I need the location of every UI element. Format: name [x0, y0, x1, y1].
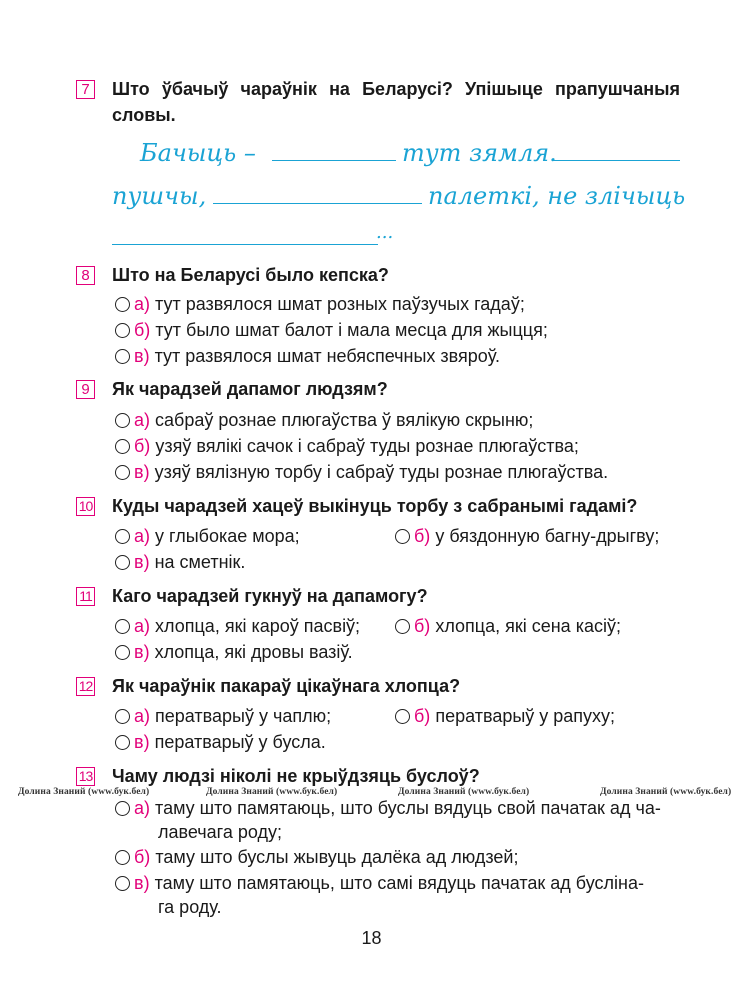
option-13c-continued: га роду.	[158, 897, 222, 917]
option-text: сабраў рознае плюгаўства ў вялікую скрыню;	[155, 410, 534, 430]
radio-circle-icon[interactable]	[115, 297, 130, 312]
option-9a[interactable]	[115, 408, 533, 433]
question-number-10: 10	[76, 497, 95, 516]
question-number-9: 9	[76, 380, 95, 399]
watermark: Долина Знаний (www.бук.бел)	[206, 787, 338, 797]
option-text: ператварыў у рапуху;	[435, 706, 616, 726]
question-number-8: 8	[76, 266, 95, 285]
radio-circle-icon[interactable]	[115, 645, 130, 660]
radio-circle-icon[interactable]	[115, 439, 130, 454]
option-letter: б)	[134, 436, 151, 456]
option-12c[interactable]	[115, 730, 326, 755]
option-text: ператварыў у бусла.	[154, 732, 326, 752]
handwritten-answer-2b: палеткі, не злічыць	[428, 182, 686, 210]
question-9-text: Як чарадзей дапамог людзям?	[112, 379, 388, 399]
radio-circle-icon[interactable]	[115, 349, 130, 364]
option-11b[interactable]	[395, 614, 621, 639]
option-text: тут развялося шмат небяспечных звяроў.	[154, 346, 500, 366]
watermark: Долина Знаний (www.бук.бел)	[398, 787, 530, 797]
option-9b[interactable]	[115, 434, 579, 459]
option-letter: б)	[134, 320, 151, 340]
option-text: таму што памятаюць, што самі вядуць пачатак ад бусліна-	[154, 873, 644, 893]
option-letter: в)	[134, 552, 150, 572]
option-letter: а)	[134, 526, 151, 546]
option-8c[interactable]	[115, 344, 500, 369]
option-letter: а)	[134, 616, 151, 636]
question-13-text: Чаму людзі ніколі не крыўдзяць буслоў?	[112, 766, 480, 786]
option-text: хлопца, які сена касіў;	[435, 616, 621, 636]
option-text: на сметнік.	[154, 552, 246, 572]
option-letter: в)	[134, 642, 150, 662]
radio-circle-icon[interactable]	[395, 529, 410, 544]
option-text: ператварыў у чаплю;	[155, 706, 332, 726]
radio-circle-icon[interactable]	[115, 801, 130, 816]
option-11a[interactable]	[115, 614, 360, 639]
watermark: Долина Знаний (www.бук.бел)	[600, 787, 732, 797]
question-number-13: 13	[76, 767, 95, 786]
option-text: у глыбокае мора;	[155, 526, 300, 546]
radio-circle-icon[interactable]	[115, 413, 130, 428]
radio-circle-icon[interactable]	[395, 619, 410, 634]
option-letter: б)	[414, 616, 431, 636]
radio-circle-icon[interactable]	[115, 619, 130, 634]
radio-circle-icon[interactable]	[115, 529, 130, 544]
option-letter: а)	[134, 706, 151, 726]
radio-circle-icon[interactable]	[115, 735, 130, 750]
option-11c[interactable]	[115, 640, 353, 665]
handwritten-answer-1b: тут зямля.	[402, 139, 557, 167]
option-text: тут было шмат балот і мала месца для жыцця;	[155, 320, 548, 340]
question-7-text: Што ўбачыў чараўнік на Беларусі? Упішыце прапушчаныя словы.	[112, 79, 680, 125]
answer-blank-1[interactable]	[272, 160, 396, 161]
option-text: таму што памятаюць, што буслы вядуць свой пачатак ад ча-	[155, 798, 661, 818]
answer-blank-3[interactable]	[213, 203, 422, 204]
question-number-7: 7	[76, 80, 95, 99]
question-number-11: 11	[76, 587, 95, 606]
option-13c[interactable]	[115, 871, 644, 896]
option-letter: а)	[134, 410, 151, 430]
option-letter: в)	[134, 732, 150, 752]
radio-circle-icon[interactable]	[115, 555, 130, 570]
option-13a[interactable]	[115, 796, 661, 821]
option-9c[interactable]	[115, 460, 608, 485]
question-11-text: Каго чарадзей гукнуў на дапамогу?	[112, 586, 428, 606]
answer-blank-4[interactable]	[112, 244, 378, 245]
option-letter: а)	[134, 798, 151, 818]
question-12-text: Як чараўнік пакараў цікаўнага хлопца?	[112, 676, 461, 696]
option-letter: в)	[134, 462, 150, 482]
radio-circle-icon[interactable]	[395, 709, 410, 724]
option-text: хлопца, які дровы вазіў.	[154, 642, 353, 662]
radio-circle-icon[interactable]	[115, 709, 130, 724]
option-text: у бяздонную багну-дрыгву;	[435, 526, 660, 546]
option-8a[interactable]	[115, 292, 525, 317]
radio-circle-icon[interactable]	[115, 465, 130, 480]
option-text: хлопца, які кароў пасвіў;	[155, 616, 361, 636]
option-letter: б)	[414, 526, 431, 546]
page-number: 18	[361, 928, 382, 948]
radio-circle-icon[interactable]	[115, 323, 130, 338]
handwritten-answer-3: ...	[376, 222, 394, 243]
handwritten-answer-1a: Бачыць –	[140, 139, 256, 167]
question-number-12: 12	[76, 677, 95, 696]
radio-circle-icon[interactable]	[115, 876, 130, 891]
question-8-text: Што на Беларусі было кепска?	[112, 265, 389, 285]
option-text: таму што буслы жывуць далёка ад людзей;	[155, 847, 519, 867]
option-12b[interactable]	[395, 704, 615, 729]
option-13b[interactable]	[115, 845, 519, 870]
option-letter: в)	[134, 346, 150, 366]
answer-blank-2[interactable]	[552, 160, 680, 161]
option-13a-continued: лавечага роду;	[158, 822, 282, 842]
option-text: узяў вялізную торбу і сабраў туды рознае плюгаўства.	[154, 462, 609, 482]
option-10c[interactable]	[115, 550, 245, 575]
question-10-text: Куды чарадзей хацеў выкінуць торбу з сабранымі гадамі?	[112, 496, 638, 516]
option-text: узяў вялікі сачок і сабраў туды рознае плюгаўства;	[155, 436, 579, 456]
radio-circle-icon[interactable]	[115, 850, 130, 865]
option-8b[interactable]	[115, 318, 548, 343]
option-text: тут развялося шмат розных паўзучых гадаў;	[155, 294, 525, 314]
option-10a[interactable]	[115, 524, 300, 549]
option-10b[interactable]	[395, 524, 659, 549]
option-letter: б)	[134, 847, 151, 867]
watermark: Долина Знаний (www.бук.бел)	[18, 787, 150, 797]
option-letter: в)	[134, 873, 150, 893]
handwritten-answer-2a: пушчы,	[112, 182, 207, 210]
option-letter: а)	[134, 294, 151, 314]
option-12a[interactable]	[115, 704, 331, 729]
option-letter: б)	[414, 706, 431, 726]
